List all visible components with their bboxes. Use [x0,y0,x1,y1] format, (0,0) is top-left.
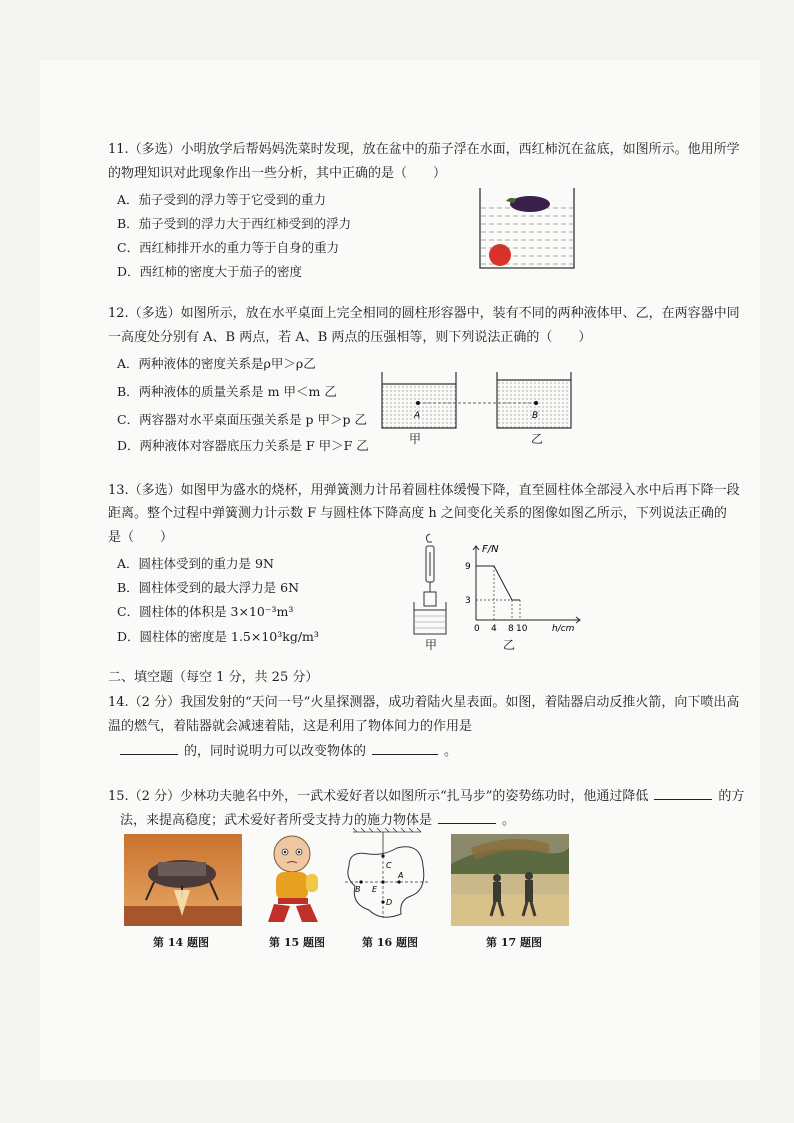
section-2-title: 二、填空题（每空 1 分，共 25 分） [108,670,319,685]
q13-beaker-figure [410,530,450,642]
q12-line2: 一高度处分别有 A、B 两点，若 A、B 两点的压强相等，则下列说法正确的（ ） [108,330,592,345]
graph-ylabel: F/N [482,544,499,555]
graph-xtick-4: 4 [491,624,497,634]
graph-xlabel: h/cm [552,624,575,634]
q12-option-b: B．两种液体的质量关系是 m 甲＜m 乙 [117,384,337,399]
q11-option-a: A．茄子受到的浮力等于它受到的重力 [117,192,327,207]
q12-option-a: A．两种液体的密度关系是ρ甲＞ρ乙 [117,356,316,371]
q15-blank-1[interactable] [654,787,712,800]
graph-xtick-8: 8 [508,624,514,634]
q11-line1: 11.（多选）小明放学后帮妈妈洗菜时发现，放在盆中的茄子浮在水面，西红柿沉在盆底，如图所示。他用所学 [108,142,740,157]
q13-force-graph [460,540,584,636]
q15-line1b-text: 的方 [718,789,745,804]
q15-line1 [108,787,744,806]
graph-xtick-10: 10 [516,624,528,634]
fig16-label-b: B [355,885,361,894]
caption-fig17: 第 17 题图 [486,936,542,949]
tomato-icon [489,244,511,266]
q13-fig-label-jia: 甲 [425,638,438,652]
q13-line1: 13.（多选）如图甲为盛水的烧杯，用弹簧测力计吊着圆柱体缓慢下降，直至圆柱体全部浸入水中后再下降一段 [108,483,740,498]
q11-line2: 的物理知识对此现象作出一些分析，其中正确的是（ ） [108,166,447,181]
q14-line2: 温的燃气，着陆器就会减速着陆，这是利用了物体间力的作用是 [108,719,473,734]
q11-basin-figure [476,186,578,272]
q13-line3: 是（ ） [108,530,174,545]
q12-fig-label-jia: 甲 [409,432,422,446]
hand-icon [426,534,432,542]
point-a-label: A [414,411,421,421]
fig16-irregular-plate-diagram [341,826,433,926]
fig17-field-workers-image [451,834,569,926]
q14-line3b-text: 。 [444,744,458,759]
graph-ytick-3: 3 [465,596,471,606]
q12-option-c: C．两容器对水平桌面压强关系是 p 甲＞p 乙 [117,412,367,427]
q13-option-a: A．圆柱体受到的重力是 9N [117,556,274,571]
fig14-mars-lander-image [124,834,242,926]
q12-option-d: D．两种液体对容器底压力关系是 F 甲＞F 乙 [117,438,369,453]
fig16-label-d: D [386,898,393,907]
q11-option-d: D．西红柿的密度大于茄子的密度 [117,264,303,279]
fig16-label-e: E [372,885,378,894]
q13-fig-label-yi: 乙 [503,638,516,652]
fig16-label-c: C [386,861,392,870]
q13-option-d: D．圆柱体的密度是 1.5×10³kg/m³ [117,629,319,644]
q12-containers-figure [378,370,574,434]
q12-fig-label-yi: 乙 [531,432,544,446]
graph-ytick-9: 9 [465,562,471,572]
q15-line2b-text: 。 [502,813,516,828]
q15-line2a-text: 法，来提高稳度；武术爱好者所受支持力的施力物体是 [120,813,433,828]
eggplant-icon [510,196,550,212]
q13-option-b: B．圆柱体受到的最大浮力是 6N [117,580,300,595]
q15-line2 [120,811,515,830]
q14-blank-2[interactable] [372,742,438,755]
q14-line3a-text: 的，同时说明力可以改变物体的 [184,744,367,759]
q14-blank-1[interactable] [120,742,178,755]
q15-blank-2[interactable] [438,811,496,824]
q11-option-c: C．西红柿排开水的重力等于自身的重力 [117,240,340,255]
q14-line3 [120,742,457,761]
q13-line2: 距离。整个过程中弹簧测力计示数 F 与圆柱体下降高度 h 之间变化关系的图像如图乙所示，下列说法正确的 [108,506,727,521]
point-b-label: B [532,411,539,421]
q13-option-c: C．圆柱体的体积是 3×10⁻³m³ [117,604,294,619]
fig15-martial-artist-image [262,832,328,930]
q12-line1: 12.（多选）如图所示，放在水平桌面上完全相同的圆柱形容器中，装有不同的两种液体甲、乙，在两容器中同 [108,306,740,321]
caption-fig16: 第 16 题图 [362,936,418,949]
graph-xtick-0: 0 [474,624,480,634]
q14-line1: 14.（2 分）我国发射的“天问一号”火星探测器，成功着陆火星表面。如图，着陆器启动反推火箭，向下喷出高 [108,695,740,710]
q11-option-b: B．茄子受到的浮力大于西红柿受到的浮力 [117,216,352,231]
fig16-label-a: A [398,871,404,880]
caption-fig15: 第 15 题图 [269,936,325,949]
caption-fig14: 第 14 题图 [153,936,209,949]
q15-line1a-text: 15.（2 分）少林功夫驰名中外，一武术爱好者以如图所示“扎马步”的姿势练功时，他通过降低 [108,789,649,804]
